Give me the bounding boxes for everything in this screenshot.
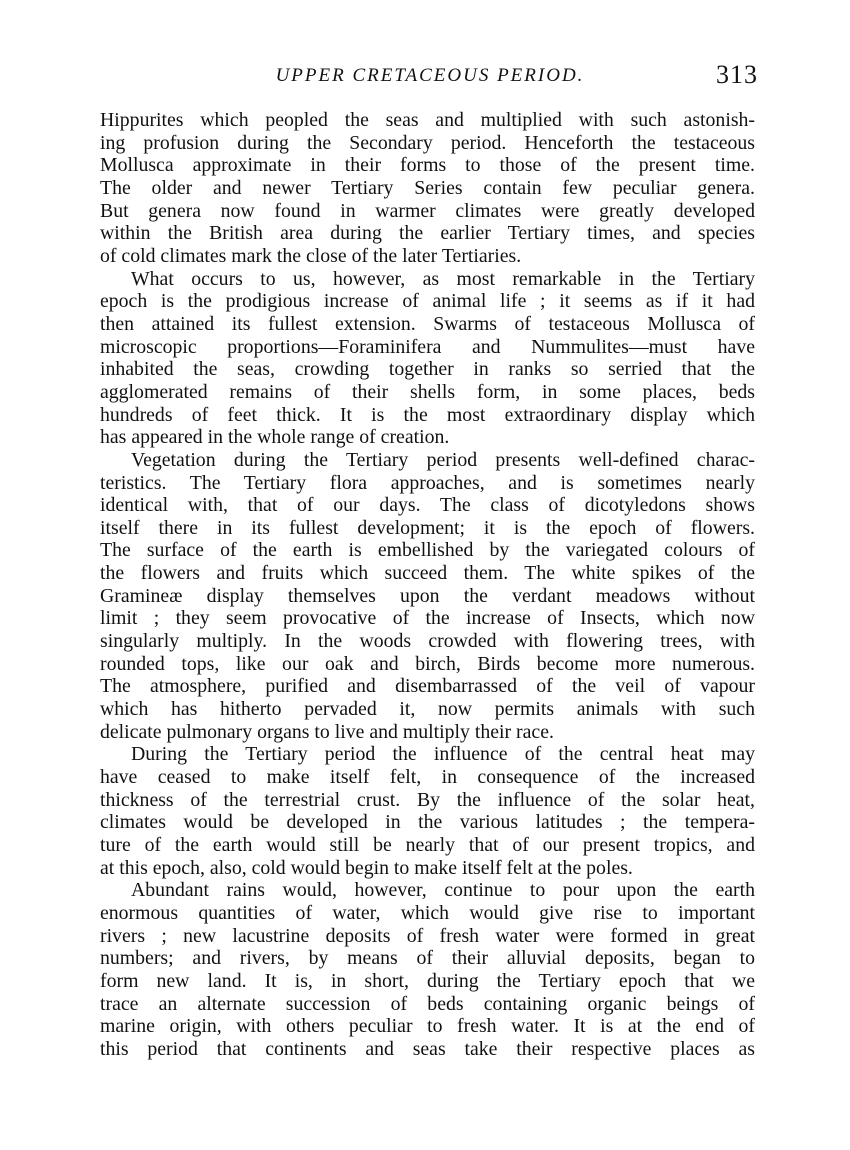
text-line: The atmosphere, purified and disembarrassed of the veil of vapour — [100, 675, 755, 698]
text-line: itself there in its fullest development; it is the epoch of flowers. — [100, 516, 755, 539]
paragraph — [100, 109, 755, 268]
text-line: Vegetation during the Tertiary period presents well-defined charac- — [131, 448, 755, 471]
text-line: What occurs to us, however, as most remarkable in the Tertiary — [131, 267, 755, 290]
text-line: delicate pulmonary organs to live and multiply their race. — [100, 720, 554, 743]
text-line: trace an alternate succession of beds containing organic beings of — [100, 992, 755, 1015]
text-line: then attained its fullest extension. Swarms of testaceous Mollusca of — [100, 312, 755, 335]
text-line: within the British area during the earlier Tertiary times, and species — [100, 222, 755, 245]
text-line: teristics. The Tertiary flora approaches, and is sometimes nearly — [100, 471, 755, 494]
text-line: of cold climates mark the close of the later Tertiaries. — [100, 244, 522, 267]
text-line: Gramineæ display themselves upon the verdant meadows without — [100, 584, 755, 607]
text-line: During the Tertiary period the influence of the central heat may — [131, 743, 755, 766]
paragraph — [100, 268, 755, 449]
text-line: have ceased to make itself felt, in consequence of the increased — [100, 766, 755, 789]
text-line: enormous quantities of water, which would give rise to important — [100, 901, 755, 924]
text-line: hundreds of feet thick. It is the most extraordinary display which — [100, 403, 755, 426]
text-line: form new land. It is, in short, during the Tertiary epoch that we — [100, 969, 755, 992]
text-line: has appeared in the whole range of creation. — [100, 426, 450, 449]
text-line: inhabited the seas, crowding together in ranks so serried that the — [100, 358, 755, 381]
text-line: ture of the earth would still be nearly that of our present tropics, and — [100, 834, 755, 856]
paragraph — [100, 743, 755, 879]
text-line: limit ; they seem provocative of the increase of Insects, which now — [100, 607, 755, 630]
page-header — [100, 60, 760, 96]
text-line: numbers; and rivers, by means of their alluvial deposits, began to — [100, 947, 755, 970]
text-line: But genera now found in warmer climates were greatly developed — [100, 199, 755, 222]
text-line: agglomerated remains of their shells form, in some places, beds — [100, 380, 755, 403]
text-line: rivers ; new lacustrine deposits of fresh water were formed in great — [100, 924, 755, 947]
text-line: epoch is the prodigious increase of animal life ; it seems as if it had — [100, 290, 755, 313]
text-line: Abundant rains would, however, continue to pour upon the earth — [131, 879, 755, 902]
text-line: The surface of the earth is embellished by the variegated colours of — [100, 539, 755, 562]
text-line: identical with, that of our days. The class of dicotyledons shows — [100, 494, 755, 517]
text-line: at this epoch, also, cold would begin to make itself felt at the poles. — [100, 856, 633, 879]
paragraph — [100, 449, 755, 744]
text-line: marine origin, with others peculiar to fresh water. It is at the end of — [100, 1015, 755, 1038]
text-line: Mollusca approximate in their forms to those of the present time. — [100, 154, 755, 177]
body-text — [100, 109, 755, 1061]
text-line: ing profusion during the Secondary period. Henceforth the testaceous — [100, 131, 755, 154]
text-line: The older and newer Tertiary Series contain few peculiar genera. — [100, 176, 755, 199]
text-line: this period that continents and seas take their respective places as — [100, 1037, 755, 1060]
text-line: rounded tops, like our oak and birch, Birds become more numerous. — [100, 652, 755, 675]
paragraph — [100, 879, 755, 1060]
page-number: 313 — [716, 60, 758, 89]
text-line: the flowers and fruits which succeed them. The white spikes of the — [100, 562, 755, 585]
text-line: which has hitherto pervaded it, now permits animals with such — [100, 698, 755, 721]
text-line: singularly multiply. In the woods crowded with flowering trees, with — [100, 630, 755, 653]
text-line: climates would be developed in the various latitudes ; the tempera- — [100, 811, 755, 834]
text-line: Hippurites which peopled the seas and multiplied with such astonish- — [100, 109, 755, 131]
text-line: microscopic proportions—Foraminifera and Nummulites—must have — [100, 335, 755, 358]
text-line: thickness of the terrestrial crust. By the influence of the solar heat, — [100, 788, 755, 811]
running-head: UPPER CRETACEOUS PERIOD. — [275, 65, 585, 86]
